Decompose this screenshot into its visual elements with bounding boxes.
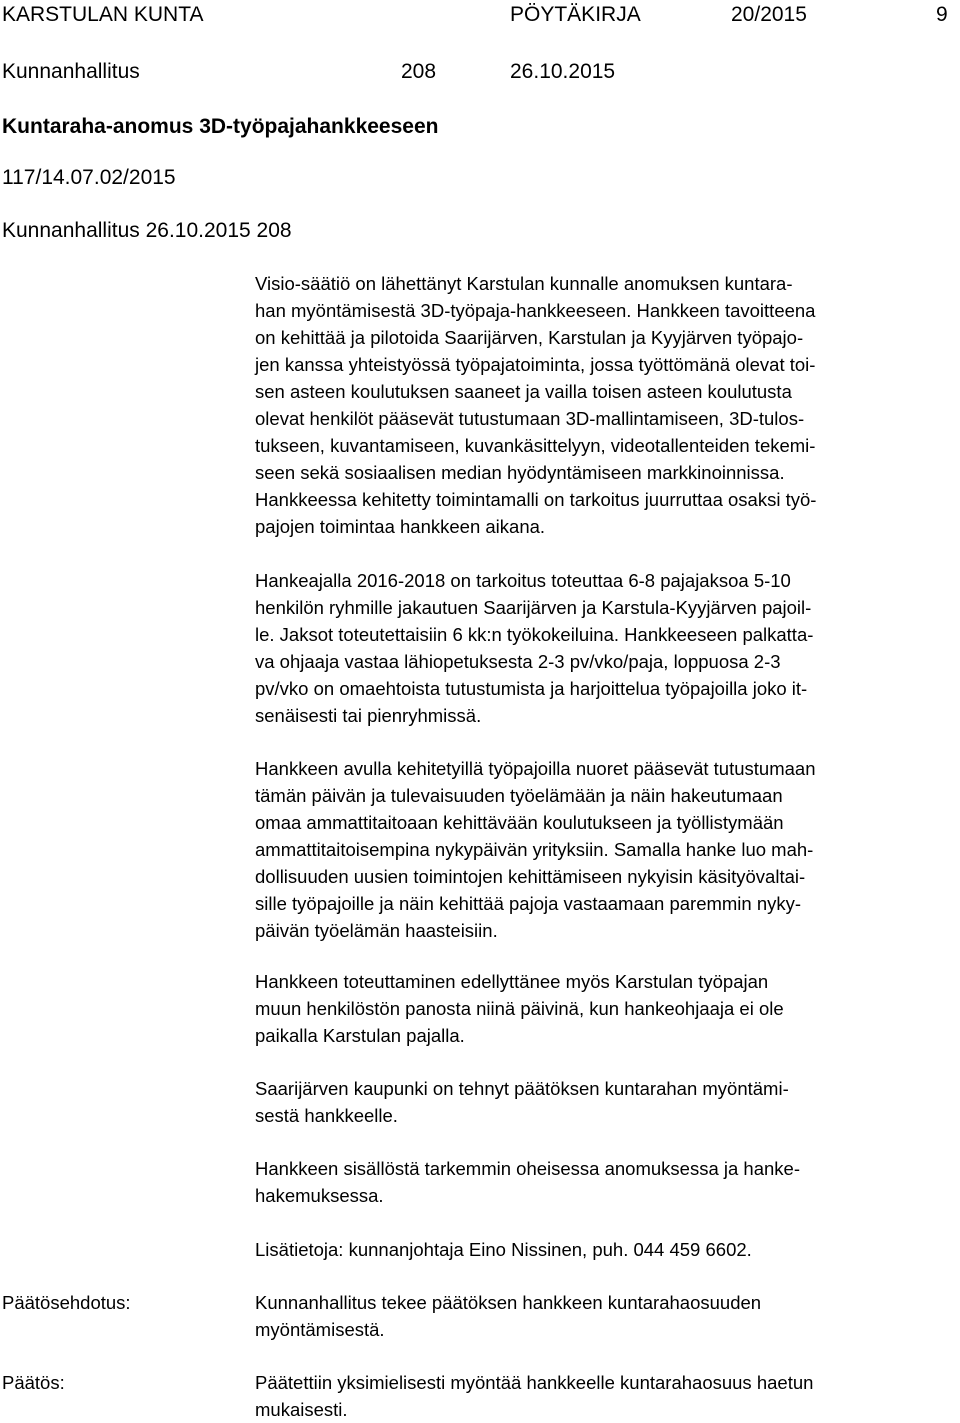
paragraph-line: Saarijärven kaupunki on tehnyt päätöksen kuntarahan myöntämi- xyxy=(255,1078,789,1099)
decision-label: Päätös: xyxy=(2,1372,65,1393)
paragraph-line: Visio-säätiö on lähettänyt Karstulan kunnalle anomuksen kuntara- xyxy=(255,273,793,294)
paragraph-line: dollisuuden uusien toimintojen kehittämiseen nykyisin käsityövaltai- xyxy=(255,866,806,887)
paragraph-line: seen sekä sosiaalisen median hyödyntämiseen markkinoinnissa. xyxy=(255,462,785,483)
municipality-name: KARSTULAN KUNTA xyxy=(2,3,204,26)
paragraph-line: sen asteen koulutuksen saaneet ja vailla toisen asteen koulutusta xyxy=(255,381,792,402)
paragraph-line: pv/vko on omaehtoista tutustumista ja harjoittelua työpajoilla joko it- xyxy=(255,678,808,699)
paragraph-line: paikalla Karstulan pajalla. xyxy=(255,1025,465,1046)
paragraph-line: mukaisesti. xyxy=(255,1399,348,1420)
paragraph-line: Hankkeen avulla kehitetyillä työpajoilla nuoret pääsevät tutustumaan xyxy=(255,758,816,779)
paragraph-line: Lisätietoja: kunnanjohtaja Eino Nissinen, puh. 044 459 6602. xyxy=(255,1239,752,1260)
paragraph-line: omaa ammattitaitoaan kehittävään koulutukseen ja työllistymään xyxy=(255,812,784,833)
paragraph-line: muun henkilöstön panosta niinä päivinä, kun hankeohjaaja ei ole xyxy=(255,998,784,1019)
paragraph-line: sille työpajoille ja näin kehittää pajoja vastaamaan paremmin nyky- xyxy=(255,893,802,914)
paragraph-line: henkilön ryhmille jakautuen Saarijärven ja Karstula-Kyyjärven pajoil- xyxy=(255,597,812,618)
paragraph-benefits xyxy=(255,755,815,944)
paragraph-line: le. Jaksot toteutettaisiin 6 kk:n työkokeiluina. Hankkeeseen palkatta- xyxy=(255,624,814,645)
paragraph-line: Hankkeen toteuttaminen edellyttänee myös Karstulan työpajan xyxy=(255,971,769,992)
meeting-date: 26.10.2015 xyxy=(510,60,616,83)
document-type: PÖYTÄKIRJA xyxy=(510,3,641,26)
paragraph-line: Kunnanhallitus tekee päätöksen hankkeen kuntarahaosuuden xyxy=(255,1292,762,1313)
item-title: Kuntaraha-anomus 3D-työpajahankkeeseen xyxy=(2,115,439,138)
paragraph-line: Hankkeen sisällöstä tarkemmin oheisessa anomuksessa ja hanke- xyxy=(255,1158,800,1179)
paragraph-line: myöntämisestä. xyxy=(255,1319,385,1340)
proposal-label: Päätösehdotus: xyxy=(2,1292,131,1313)
paragraph-line: Päätettiin yksimielisesti myöntää hankkeelle kuntarahaosuus haetun xyxy=(255,1372,814,1393)
section-number: 208 xyxy=(401,60,437,83)
paragraph-line: Hankeajalla 2016-2018 on tarkoitus toteuttaa 6-8 pajajaksoa 5-10 xyxy=(255,570,791,591)
paragraph-line: olevat henkilöt pääsevät tutustumaan 3D-mallintamiseen, 3D-tulos- xyxy=(255,408,805,429)
paragraph-details xyxy=(255,1155,800,1209)
paragraph-line: tukseen, kuvantamiseen, kuvankäsittelyyn, videotallenteiden tekemi- xyxy=(255,435,816,456)
item-reference: 117/14.07.02/2015 xyxy=(2,166,176,189)
paragraph-saarijarvi xyxy=(255,1075,789,1129)
paragraph-schedule xyxy=(255,567,813,729)
proposal-text xyxy=(255,1289,761,1343)
item-history: Kunnanhallitus 26.10.2015 208 xyxy=(2,219,292,242)
paragraph-line: hakemuksessa. xyxy=(255,1185,384,1206)
paragraph-line: pajojen toimintaa hankkeen aikana. xyxy=(255,516,546,537)
paragraph-line: sestä hankkeelle. xyxy=(255,1105,398,1126)
paragraph-line: va ohjaaja vastaa lähiopetuksesta 2-3 pv/vko/paja, loppuosa 2-3 xyxy=(255,651,781,672)
paragraph-line: jen kanssa yhteistyössä työpajatoiminta, jossa työttömänä olevat toi- xyxy=(255,354,816,375)
paragraph-line: han myöntämisestä 3D-työpaja-hankkeeseen. Hankkeen tavoitteena xyxy=(255,300,816,321)
paragraph-line: Hankkeessa kehitetty toimintamalli on tarkoitus juurruttaa osaksi työ- xyxy=(255,489,817,510)
paragraph-line: senäisesti tai pienryhmissä. xyxy=(255,705,482,726)
paragraph-line: tämän päivän ja tulevaisuuden työelämään ja näin hakeutumaan xyxy=(255,785,783,806)
meeting-body: Kunnanhallitus xyxy=(2,60,140,83)
paragraph-line: ammattitaitoisempina nykypäivän yrityksiin. Samalla hanke luo mah- xyxy=(255,839,814,860)
paragraph-line: päivän työelämän haasteisiin. xyxy=(255,920,498,941)
paragraph-line: on kehittää ja pilotoida Saarijärven, Karstulan ja Kyyjärven työpajo- xyxy=(255,327,804,348)
page-number: 9 xyxy=(936,3,948,26)
paragraph-contact xyxy=(255,1236,752,1263)
paragraph-application xyxy=(255,270,816,540)
decision-text xyxy=(255,1369,813,1423)
document-number: 20/2015 xyxy=(731,3,807,26)
paragraph-staffing xyxy=(255,968,784,1049)
